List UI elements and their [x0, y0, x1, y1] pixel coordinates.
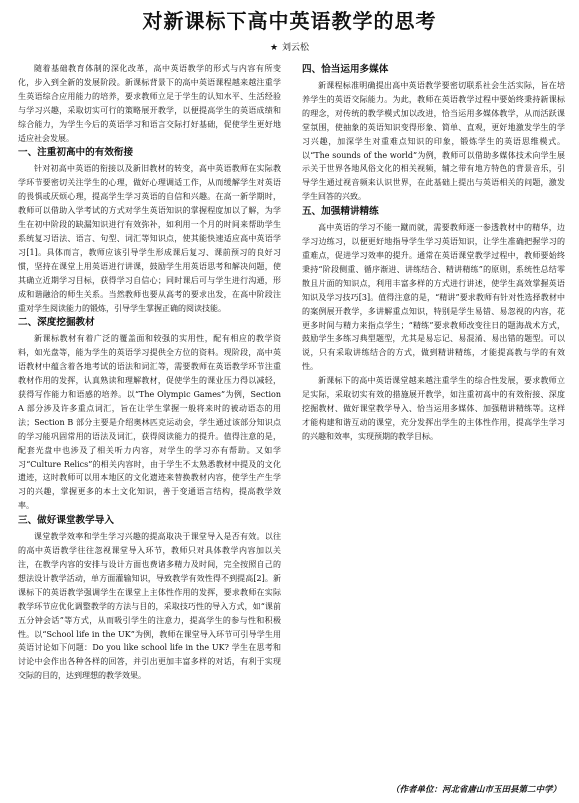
section-paragraph: 针对初高中英语的衔接以及新旧教材的转变，高中英语教师在实际教学环节要密切关注学生的心理，做好心理调适工作，从而缓解学生对英语的畏惧或厌烦心理，提高学生学习英语的自信和兴趣。在高一新学期时，教师可以借助入学考试的方式对学生英语知识的掌握程度加以了解，为学生在初中阶段的缺漏知识进行有效弥补，如利用一个月的时间来帮助学生系统复习语法、语言、句型、词汇等知识点，使其能快速适应高中英语学习[1]。具体而言，教师应该引导学生形成课后复习、课前预习的良好习惯，坚持在课堂上用英语进行讲课，鼓励学生用英语思考和解决问题，使其确立近期学习目标，获得学习自信心；同时课后可与学生进行沟通，形成和谐融洽的师生关系。当然教师也要从高考的要求出发，在高中阶段注重对学生阅读能力的锻炼，引导学生掌握正确的阅读技能。 — [18, 164, 281, 313]
article-body — [18, 62, 565, 777]
conclusion-paragraph: 新课标下的高中英语课堂越来越注重学生的综合性发展，要求教师立足实际，采取切实有效的措施展开教学，如注重初高中的有效衔接、深度挖掘教材、做好课堂教学导入、恰当运用多媒体、加强精讲精练等。这样才能构建和谐互动的课堂，充分发挥出学生的主体性作用，提高学生学习的兴趣和效率，实现预期的教学目标。 — [302, 376, 565, 441]
star-icon: ★ — [269, 43, 279, 53]
column-left — [18, 62, 281, 777]
author-line — [16, 42, 563, 54]
section-heading: 一、注重初高中的有效衔接 — [18, 147, 134, 159]
section-heading: 五、加强精讲精练 — [302, 206, 379, 218]
section-paragraph: 新课标教材有着广泛的覆盖面和较强的实用性，配有相应的教学资料，如光盘等，能为学生的英语学习提供全方位的资料。现阶段，高中英语教材中蕴含着各地考试的语法和词汇等，需要教师在英语教学环节注重教材作用的发挥，认真熟读和理解教材，促使学生的课业压力得以减轻，获得写作能力和语感的培养。以“The Olympic Games”为例，Section A 部分涉及许多重点词汇，旨在让学生掌握一般将来时的被动语态的用法；Section B 部分主要是介绍奥林匹克运动会，学生通过该部分知识点的学习能巩固常用的语法及词汇，获得阅读能力的提升。值得注意的是，配套光盘中也涉及了相关听力内容，对学生的学习亦有帮助。又如学习“Culture Relics”的相关内容时，由于学生不太熟悉教材中提及的文化遗迹，这时教师可以用本地区的文化遗迹来替换教材内容，使学生产生学习的兴趣，掌握更多的本土文化知识，善于变通语言结构，提高教学效率。 — [18, 334, 281, 511]
section-paragraph: 高中英语的学习不能一蹴而就，需要教师逐一参透教材中的精华，边学习边练习，以便更好地指导学生学习英语知识，让学生准确把握学习的重难点，促进学习效率的提升。通常在英语课堂教学过程中，教师要始终秉持“阶段侧重、循序渐进、讲练结合、精讲精练”的原则，系统性总结零散且片面的知识点，利用丰富多样的方式进行讲述，使学生高效掌握英语知识及学习技巧[3]。值得注意的是，“精讲”要求教师有针对性选择教材中的案例展开教学，多讲解重点知识，特别是学生易错、易忽视的内容，花更多时间与精力来指点学生；“精练”要求教师改变往日的题海战术方式，鼓励学生多练习典型题型，尤其是易忘记、易混淆、易出错的题型。可以说，只有采取讲练结合的方式，做到精讲精练，才能提高教与学的有效性。 — [302, 223, 565, 372]
author-affiliation: （作者单位：河北省唐山市玉田县第二中学） — [390, 785, 561, 795]
intro-paragraph: 随着基础教育体制的深化改革，高中英语教学的形式与内容有所变化，步入到全新的发展阶段。新课标背景下的高中英语课程越来越注重学生英语综合应用能力的培养，要求教师立足于学生的认知水平、生活经验与学习兴趣，采取切实可行的策略展开教学，以便提高学生的英语成绩和综合能力，为学生今后的英语学习和语言交际打好基础，促使学生更好地适应社会发展。 — [18, 64, 281, 143]
section-paragraph: 新课程标准明确提出高中英语教学要密切联系社会生活实际，旨在培养学生的英语交际能力。为此，教师在英语教学过程中要始终秉持新课标的理念，对传统的教学模式加以改进，恰当运用多媒体教学，从而活跃课堂氛围，使抽象的英语知识变得形象、简单、直观，更好地激发学生的学习兴趣，加深学生对重难点知识的印象，锻炼学生的英语思维模式。以“The sounds of the world”为例，教师可以借助多媒体技术向学生展示关于世界各地风俗文化的相关视频，辅之带有地方特色的背景音乐，引导学生通过视音频来认识世界，在此基础上提出与英语相关的问题，激发学生回答的兴致。 — [302, 81, 565, 202]
section-paragraph: 课堂教学效率和学生学习兴趣的提高取决于课堂导入是否有效。以往的高中英语教学往往忽视课堂导入环节，教师只对具体教学内容加以关注，在教学内容的安排与设计方面也费诸多精力及时间，完全按照自己的想法设计教学活动，单方面灌输知识，导致教学有效性得不到提高[2]。新课标下的英语教学强调学生在课堂上主体性作用的发挥，要求教师在实际教学环节应优化调整教学的方法与目的，采取技巧性的导入方式，如“课前五分钟会话”等方式，从而吸引学生的注意力，提高学生的参与性和积极性。以“School life in the UK”为例，教师在课堂导入环节可引导学生用英语讨论如下问题：Do you like school life in the UK? 学生在思考和讨论中会作出各种各样的回答，并引出更加丰富多样的对话，有利于实现交际的目的，达到理想的教学效果。 — [18, 532, 281, 681]
author-name: 刘云松 — [282, 43, 310, 53]
section-heading: 四、恰当运用多媒体 — [302, 64, 389, 75]
column-right — [302, 62, 565, 777]
section-heading: 二、深度挖掘教材 — [18, 317, 95, 329]
article-title: 对新课标下高中英语教学的思考 — [142, 9, 437, 33]
section-heading: 三、做好课堂教学导入 — [18, 515, 114, 527]
